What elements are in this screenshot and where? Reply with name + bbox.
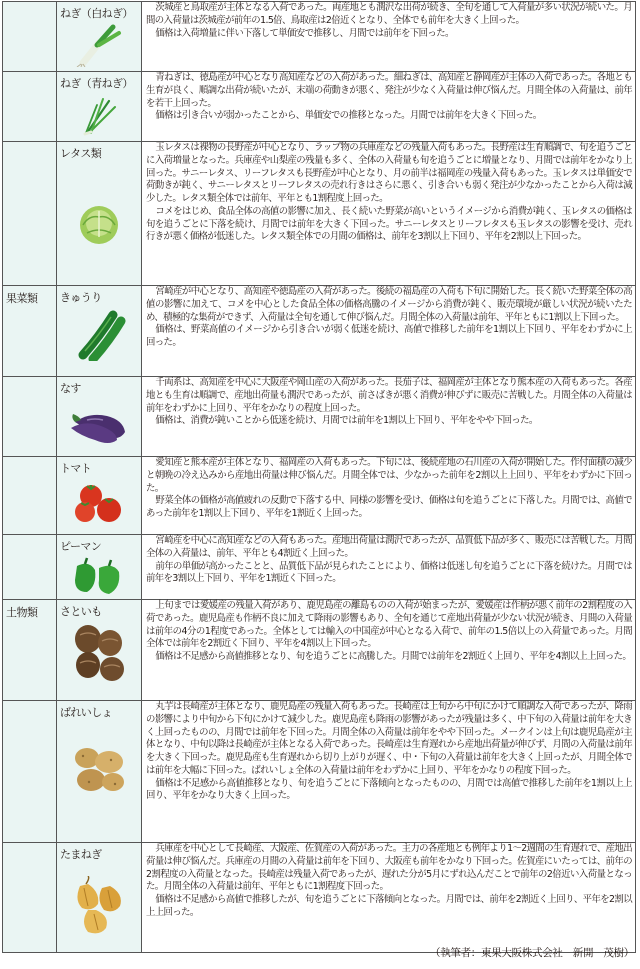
eggplant-icon: [67, 398, 131, 446]
description-paragraph: 野菜全体の価格が高値疲れの反動で下落する中、同様の影響を受け、価格は旬を追うごとに下落した。月間では、高値であった前年を1割以上下回り、平年を1割近く上回った。: [146, 495, 632, 519]
category-cell: [3, 843, 57, 953]
description-paragraph: 丸芋は長崎産が主体となり、鹿児島産の残量入荷もあった。長崎産は上旬から中旬にかけて順調な入荷であったが、降雨の影響により中旬から下旬にかけて減少した。鹿児島産も降雨の影響があったが残量は多く、中下旬の入荷量は前年を大きく上回ったものの、月間では前年を下回った。月間全体の入荷量は前年をやや下回った。メークインは上旬は鹿児島産が主体となり、中旬以降は長崎産が主体となる入荷であった。長崎産は生育遅れから産地出荷量が伸びず、月間の入荷量は前年を大きく下回った。鹿児島産も生育遅れから切り上がりが遅く、中・下旬の入荷量は前年を大きく上回ったが、月間全体では前年を大幅に下回った。ばれいしょ全体の入荷量は前年をわずかに上回り、平年をかなりの程度下回った。: [146, 701, 632, 776]
vegetable-name: ねぎ（白ねぎ）: [60, 7, 133, 20]
vegetable-cell: [57, 843, 142, 953]
description-paragraph: 茨城産と鳥取産が主体となる入荷であった。両産地とも潤沢な出荷が続き、全旬を通して入荷量が多い状況が続いた。月間の入荷量は茨城産が前年の1.5倍、鳥取産は2倍近くとなり、全体でも前年を大きく上回った。: [146, 2, 632, 26]
description-cell: [142, 72, 636, 142]
description-cell: [142, 377, 636, 457]
lettuce-icon: [69, 201, 129, 247]
vegetable-name: ばれいしょ: [60, 706, 112, 719]
description-cell: [142, 843, 636, 953]
table-row: [3, 701, 636, 843]
taro-icon: [66, 621, 132, 685]
description-cell: [142, 457, 636, 535]
vegetable-cell: [57, 535, 142, 600]
description-paragraph: 価格は、消費が鈍いことから低迷を続け、月間では前年を1割以上下回り、平年をやや下回った。: [155, 415, 538, 427]
description-paragraph: 前年の単価が高かったことと、品質低下品が見られたことにより、価格は低迷し旬を追うごとに下落を続けた。月間では前年を3割以上下回り、平年を1割近く下回った。: [146, 560, 632, 585]
description-paragraph: 宮崎産が中心となり、高知産や徳島産の入荷があった。後続の福島産の入荷も下旬に開始した。長く続いた野菜全体の高値の影響に加えて、コメを中心とした食品全体の価格高騰のイメージから消費が鈍く、販売環境が厳しい状況が続いたため、積極的な集荷ができず、入荷量は全旬を通して伸び悩んだ。月間全体の入荷量は前年、平年ともに1割以上下回った。: [146, 286, 632, 323]
category-cell: [3, 72, 57, 142]
category-cell: [3, 535, 57, 600]
description-paragraph: 兵庫産を中心として長崎産、大阪産、佐賀産の入荷があった。主力の各産地とも例年より1～2週間の生育遅れで、産地出荷量は伸び悩んだ。兵庫産の月間の入荷量は前年を下回り、大阪産も前年をかなり下回った。佐賀産にいたっては、前年の2割程度の入荷量となった。長崎産は残量入荷であったが、遅れた分が5月にずれ込んだことで前年の2倍近い入荷量となった。月間全体の入荷量は前年、平年ともに1割程度下回った。: [146, 843, 632, 893]
category-cell: 土物類: [3, 600, 57, 701]
vegetable-cell: [57, 377, 142, 457]
potato-icon: [67, 742, 131, 794]
description-paragraph: コメをはじめ、食品全体の高値の影響に加え、長く続いた野菜が高いというイメージから消費が鈍く、玉レタスの価格は旬を追うごとに下落を続け、月間では前年を大きく下回った。サニーレタスとリーフレタスも玉レタスの影響を受け、売れ行きが悪く価格が低迷した。レタス類全体での月間の価格は、前年を3割以上下回り、平年を2割以上下回った。: [146, 205, 632, 243]
description-paragraph: 千両系は、高知産を中心に大阪産や岡山産の入荷があった。長茄子は、福岡産が主体となり熊本産の入荷もあった。各産地とも生育は順調で、産地出荷量も潤沢であったが、前さばきが悪く消費が伸びずに販売に苦戦した。月間全体の入荷量は前年をわずかに上回り、平年をかなりの程度上回った。: [146, 377, 632, 414]
vegetable-name: ねぎ（青ねぎ）: [60, 77, 133, 90]
tomato-icon: [67, 478, 131, 526]
description-paragraph: 価格は不足感から高値推移となり、旬を追うごとに高騰した。月間では前年を2割近く上回り、平年を4割以上上回った。: [155, 651, 632, 662]
vegetable-market-table: [2, 1, 636, 953]
table-row: [3, 843, 636, 953]
table-row: [3, 535, 636, 600]
table-row: [3, 457, 636, 535]
vegetable-cell: [57, 457, 142, 535]
table-row: [3, 377, 636, 457]
vegetable-cell: [57, 2, 142, 72]
description-cell: [142, 600, 636, 701]
category-cell: [3, 2, 57, 72]
vegetable-cell: [57, 286, 142, 377]
description-cell: [142, 535, 636, 600]
category-cell: [3, 377, 57, 457]
description-cell: [142, 142, 636, 286]
vegetable-cell: [57, 600, 142, 701]
green-onion-icon: [69, 93, 129, 137]
description-paragraph: 価格は、野菜高値のイメージから引き合いが弱く低迷を続け、高値で推移した前年を1割以上下回り、平年をわずかに上回った。: [146, 324, 632, 348]
category-cell: [3, 701, 57, 843]
onion-icon: [66, 876, 132, 936]
vegetable-name: なす: [60, 382, 81, 395]
table-row: [3, 286, 636, 377]
bell-pepper-icon: [67, 556, 131, 596]
vegetable-name: たまねぎ: [60, 848, 102, 861]
vegetable-cell: [57, 72, 142, 142]
category-cell: 果菜類: [3, 286, 57, 377]
table-row: [3, 142, 636, 286]
description-paragraph: 玉レタスは裸物の長野産が中心となり、ラップ物の兵庫産などの残量入荷もあった。長野産は生育順調で、旬を追うごとに入荷増量となった。兵庫産や山梨産の残量も多く、全体の入荷量も旬を追うごとに増量となり、月間では前年をかなり上回った。サニーレタス、リーフレタスも長野産が中心となり、月の前半は福岡産の残量入荷もあった。玉レタスは単価安で荷動きが鈍く、サニーレタスとリーフレタスの売れ行きはさらに悪く、引き合いも弱く発注が少なかったことから入荷は減少した。レタス類全体では前年、平年とも1割程度上回った。: [146, 142, 632, 204]
author-credit: （執筆者：東果大阪株式会社 新開 茂樹）: [430, 947, 634, 959]
category-cell: [3, 142, 57, 286]
cucumber-icon: [69, 307, 129, 361]
description-paragraph: 価格は入荷増量に伴い下落して単価安で推移し、月間では前年を下回った。: [155, 27, 454, 39]
description-paragraph: 価格は引き合いが弱かったことから、単価安での推移となった。月間では前年を大きく下回った。: [155, 110, 542, 122]
vegetable-cell: [57, 701, 142, 843]
description-cell: [142, 286, 636, 377]
description-cell: [142, 701, 636, 843]
description-paragraph: 愛知産と熊本産が主体となり、福岡産の入荷もあった。下旬には、後続産地の石川産の入荷が開始した。作付面積の減少と朝晩の冷え込みから産地出荷量は伸び悩んだ。月間全体では、少なかった前年を2割以上上回り、平年をわずかに下回った。: [146, 457, 632, 494]
vegetable-name: さといも: [60, 605, 102, 618]
description-paragraph: 青ねぎは、徳島産が中心となり高知産などの入荷があった。細ねぎは、高知産と静岡産が主体の入荷であった。各地とも生育が良く、順調な出荷が続いたが、末端の荷動きが悪く、発注が少なく入荷量は伸び悩んだ。月間全体の入荷量は、前年を若干上回った。: [146, 72, 632, 109]
vegetable-name: きゅうり: [60, 291, 102, 304]
table-row: [3, 72, 636, 142]
category-cell: [3, 457, 57, 535]
description-paragraph: 価格は不足感から高値で推移したが、旬を追うごとに下落傾向となった。月間では、前年を2割近く上回り、平年を2割以上上回った。: [146, 894, 632, 918]
table-row: [3, 600, 636, 701]
vegetable-name: ピーマン: [60, 540, 102, 553]
table-row: [3, 2, 636, 72]
vegetable-cell: [57, 142, 142, 286]
description-paragraph: 宮崎産を中心に高知産などの入荷もあった。産地出荷量は潤沢であったが、品質低下品が多く、販売には苦戦した。月間全体の入荷量は、前年、平年とも4割近く上回った。: [146, 535, 632, 559]
description-cell: [142, 2, 636, 72]
description-paragraph: 上旬までは愛媛産の残量入荷があり、鹿児島産の離島ものの入荷が始まったが、愛媛産は作柄が悪く前年の2割程度の入荷であった。鹿児島産も作柄不良に加えて降雨の影響もあり、全旬を通じて産地出荷量が少ない状況が続き、月間の入荷量は前年の4分の1程度であった。全体としては輸入の中国産が中心となる入荷で、前年の1.5倍以上の入荷量であった。月間全体では前年を2割近く下回り、平年を4割以上下回った。: [146, 600, 632, 650]
white-leek-icon: [69, 23, 129, 67]
description-paragraph: 価格は不足感から高値推移となり、旬を追うごとに下落傾向となったものの、月間では高値で推移した前年を1割以上上回り、平年をかなり大きく上回った。: [146, 777, 632, 802]
vegetable-name: レタス類: [60, 147, 102, 160]
vegetable-name: トマト: [60, 462, 92, 475]
